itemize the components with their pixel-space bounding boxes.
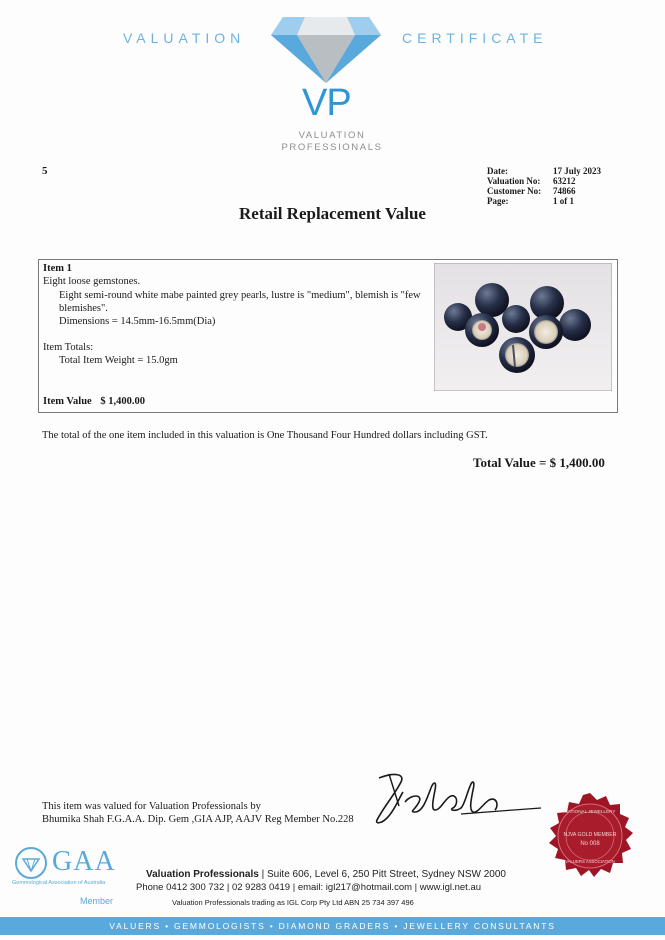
seal-ring-bottom: VALUERS ASSOCIATION bbox=[565, 859, 615, 864]
item-value-label: Item Value bbox=[43, 396, 92, 407]
valuer-line2: Bhumika Shah F.G.A.A. Dip. Gem ,GIA AJP, AAJV Reg Member No.228 bbox=[42, 814, 354, 825]
meta-label: Customer No: bbox=[487, 186, 542, 196]
footer-trading: Valuation Professionals trading as IGL Corp Pty Ltd ABN 25 734 397 496 bbox=[172, 898, 414, 907]
logo-subtitle bbox=[262, 130, 402, 154]
footer-services-bar: VALUERS • GEMMOLOGISTS • DIAMOND GRADERS • JEWELLERY CONSULTANTS bbox=[0, 917, 665, 935]
total-value: Total Value = $ 1,400.00 bbox=[473, 455, 605, 470]
seal-line1: NJVA GOLD MEMBER bbox=[563, 832, 617, 838]
page-mark: 5 bbox=[42, 165, 48, 177]
gaa-subtitle: Gemmological Association of Australia bbox=[12, 880, 106, 886]
logo-vp-letters: VP bbox=[302, 82, 351, 124]
footer-company: Valuation Professionals bbox=[146, 869, 259, 880]
footer-address-text: | Suite 606, Level 6, 250 Pitt Street, Sydney NSW 2000 bbox=[258, 869, 506, 880]
logo-sub-valuation: VALUATION bbox=[298, 130, 366, 141]
item-totals-label: Item Totals: bbox=[43, 342, 94, 353]
item-value-row bbox=[43, 396, 145, 409]
diamond-logo-icon bbox=[269, 15, 383, 85]
gaa-member: Member bbox=[80, 896, 114, 906]
meta-value: 63212 bbox=[553, 176, 576, 186]
njva-seal-icon bbox=[545, 792, 635, 882]
document-title: Retail Replacement Value bbox=[239, 204, 426, 223]
meta-value: 74866 bbox=[553, 186, 576, 196]
item-total-weight: Total Item Weight = 15.0gm bbox=[59, 355, 178, 366]
item-dimensions: Dimensions = 14.5mm-16.5mm(Dia) bbox=[59, 316, 216, 327]
meta-label: Valuation No: bbox=[487, 176, 541, 186]
item-description: Eight semi-round white mabe painted grey pearls, lustre is "medium", blemish is "few blemishes". bbox=[59, 290, 421, 314]
gaa-letters: GAA bbox=[52, 846, 116, 877]
header-valuation-word: VALUATION bbox=[123, 30, 246, 46]
pearls-photo bbox=[434, 263, 612, 391]
footer-address bbox=[146, 869, 506, 880]
gaa-diamond-icon bbox=[14, 846, 48, 880]
seal-ring-top: NATIONAL JEWELLERY bbox=[564, 809, 616, 814]
footer-contact: Phone 0412 300 732 | 02 9283 0419 | email: igl217@hotmail.com | www.igl.net.au bbox=[136, 882, 482, 893]
meta-value: 1 of 1 bbox=[553, 196, 574, 206]
header-certificate-word: CERTIFICATE bbox=[402, 30, 548, 46]
item-heading: Item 1 bbox=[43, 263, 72, 274]
valuer-statement bbox=[42, 800, 354, 826]
item-value-amount: $ 1,400.00 bbox=[100, 396, 145, 407]
meta-label: Date: bbox=[487, 166, 508, 176]
meta-row-valuation-no bbox=[487, 176, 601, 186]
valuer-line1: This item was valued for Valuation Professionals by bbox=[42, 801, 261, 812]
signature bbox=[365, 768, 545, 830]
meta-row-customer-no bbox=[487, 186, 601, 196]
summary-text: The total of the one item included in this valuation is One Thousand Four Hundred dollars including GST. bbox=[42, 430, 488, 441]
seal-line2: No 008 bbox=[580, 841, 600, 847]
item-line1: Eight loose gemstones. bbox=[43, 276, 141, 287]
item-box bbox=[38, 259, 618, 413]
meta-block bbox=[487, 166, 601, 206]
meta-value: 17 July 2023 bbox=[553, 166, 602, 176]
meta-row-date bbox=[487, 166, 601, 176]
logo-sub-professionals: PROFESSIONALS bbox=[281, 142, 383, 153]
meta-label: Page: bbox=[487, 196, 509, 206]
